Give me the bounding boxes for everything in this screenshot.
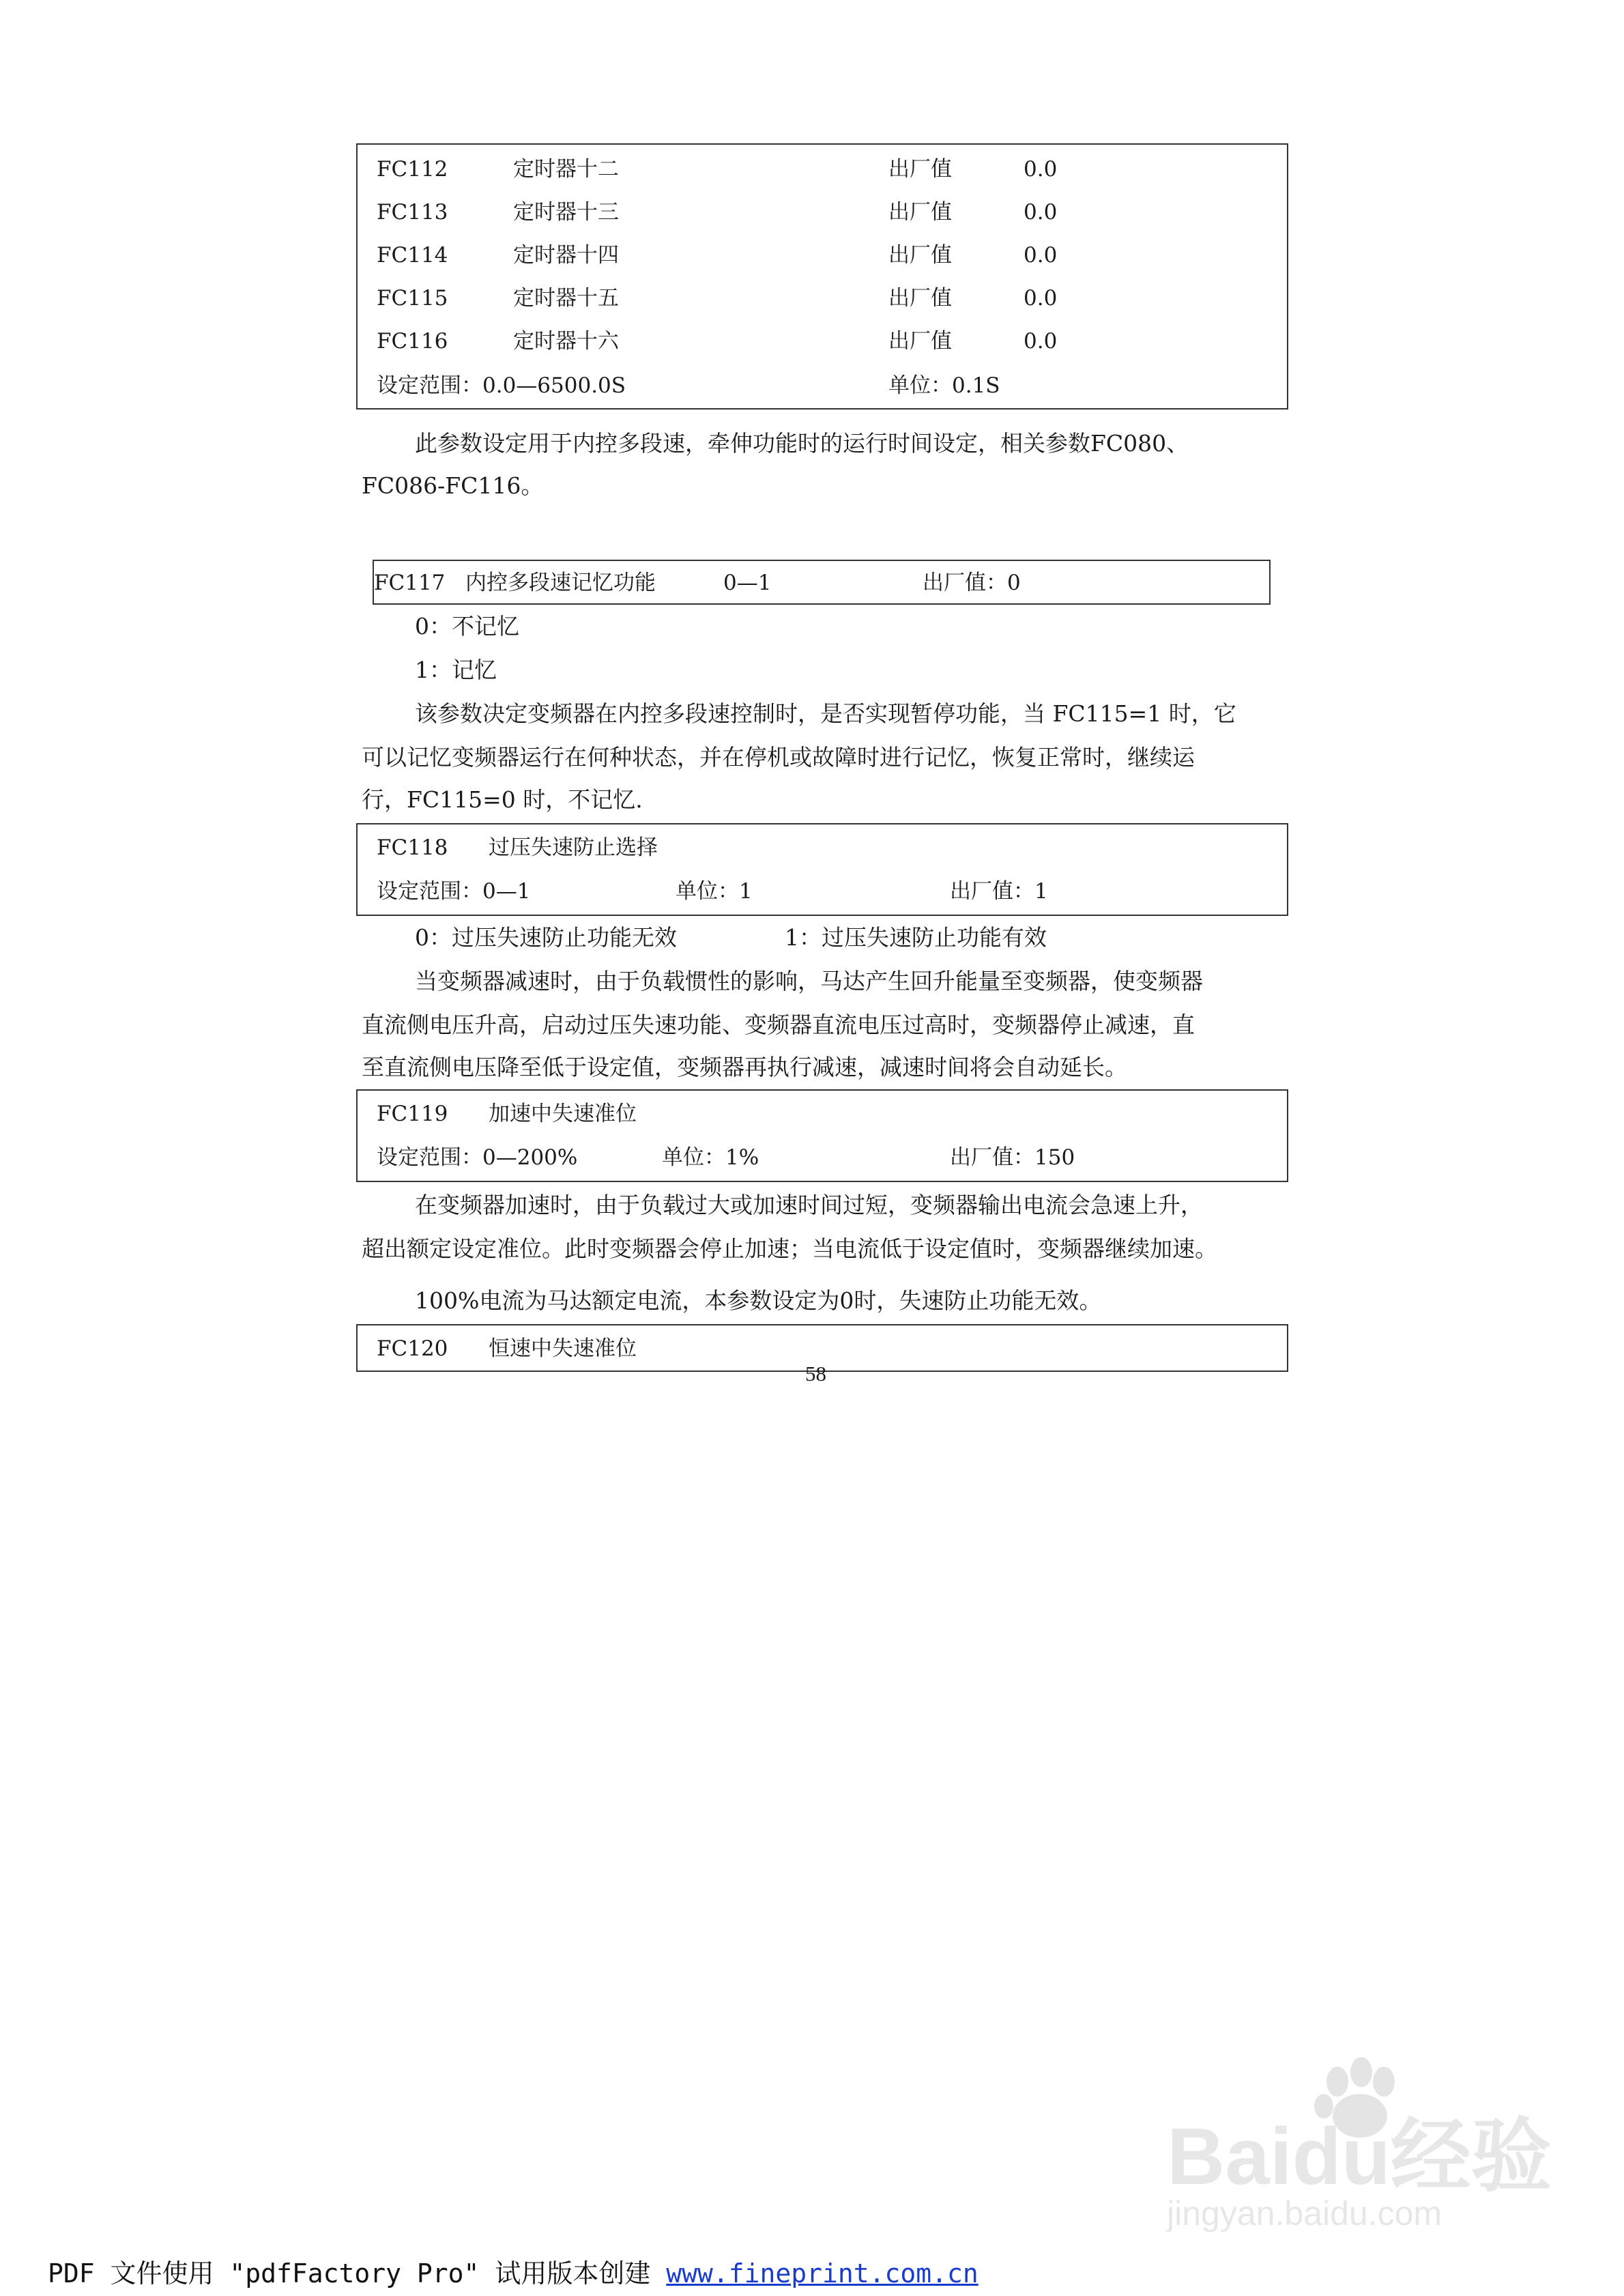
fc118-range: 设定范围：0—1 xyxy=(377,879,531,904)
page-number: 58 xyxy=(805,1362,826,1386)
fc117-option-0: 0：不记忆 xyxy=(415,613,519,640)
baidu-jingyan-watermark xyxy=(1153,2054,1576,2232)
paragraph-line: 超出额定设定准位。此时变频器会停止加速；当电流低于设定值时，变频器继续加速。 xyxy=(362,1235,1217,1262)
fc118-option-1: 1：过压失速防止功能有效 xyxy=(785,924,1047,951)
table-row-code: FC115 xyxy=(377,286,448,311)
fc117-range: 0—1 xyxy=(723,571,772,595)
fc119-default: 出厂值：150 xyxy=(950,1145,1075,1170)
fc117-default: 出厂值：0 xyxy=(923,571,1021,595)
paragraph-line: 当变频器减速时，由于负载惯性的影响，马达产生回升能量至变频器，使变频器 xyxy=(415,968,1203,994)
fc118-option-0: 0：过压失速防止功能无效 xyxy=(415,924,677,951)
table-row-name: 定时器十三 xyxy=(513,200,619,225)
table-row-default-value: 0.0 xyxy=(1024,200,1058,225)
fc118-name: 过压失速防止选择 xyxy=(489,835,658,860)
table-row-default-value: 0.0 xyxy=(1024,286,1058,311)
paragraph-line: 100%电流为马达额定电流，本参数设定为0时，失速防止功能无效。 xyxy=(415,1287,1102,1314)
watermark-url: jingyan.baidu.com xyxy=(1167,2194,1442,2232)
fc118-default: 出厂值：1 xyxy=(950,879,1048,904)
table-row-name: 定时器十二 xyxy=(513,157,619,182)
fc119-range: 设定范围：0—200% xyxy=(377,1145,578,1170)
paragraph-line: 该参数决定变频器在内控多段速控制时，是否实现暂停功能，当 FC115=1 时，它 xyxy=(415,700,1236,727)
paragraph-line: 此参数设定用于内控多段速，牵伸功能时的运行时间设定，相关参数FC080、 xyxy=(415,430,1189,457)
table-row-default-value: 0.0 xyxy=(1024,157,1058,182)
table-row-default-label: 出厂值 xyxy=(888,200,952,225)
paragraph-line: FC086-FC116。 xyxy=(362,472,544,499)
table-row-code: FC112 xyxy=(377,157,448,182)
fc119-name: 加速中失速准位 xyxy=(489,1102,637,1126)
fc120-code: FC120 xyxy=(377,1336,448,1361)
fc119-code: FC119 xyxy=(377,1102,448,1126)
paragraph-line: 行，FC115=0 时，不记忆. xyxy=(362,786,643,813)
paragraph-line: 至直流侧电压降至低于设定值，变频器再执行减速，减速时间将会自动延长。 xyxy=(362,1054,1127,1080)
table-row-code: FC114 xyxy=(377,243,448,268)
table-row-name: 定时器十六 xyxy=(513,329,619,354)
table-row-default-label: 出厂值 xyxy=(888,286,952,311)
fc117-option-1: 1：记忆 xyxy=(415,657,497,683)
table-row-default-label: 出厂值 xyxy=(888,329,952,354)
table-row-code: FC113 xyxy=(377,200,448,225)
table-row-name: 定时器十五 xyxy=(513,286,619,311)
table-row-default-value: 0.0 xyxy=(1024,243,1058,268)
table-row-default-value: 0.0 xyxy=(1024,329,1058,354)
paw-logo-icon xyxy=(1153,2054,1576,2232)
paragraph-line: 直流侧电压升高，启动过压失速功能、变频器直流电压过高时，变频器停止减速，直 xyxy=(362,1011,1195,1038)
table-unit: 单位：0.1S xyxy=(888,373,1000,398)
fc120-name: 恒速中失速准位 xyxy=(489,1336,637,1361)
table-row-name: 定时器十四 xyxy=(513,243,619,268)
footer-text: PDF 文件使用 "pdfFactory Pro" 试用版本创建 xyxy=(48,2258,667,2288)
table-row-default-label: 出厂值 xyxy=(888,157,952,182)
table-row-code: FC116 xyxy=(377,329,448,354)
paragraph-line: 在变频器加速时，由于负载过大或加速时间过短，变频器输出电流会急速上升， xyxy=(415,1192,1203,1218)
fc117-name: 内控多段速记忆功能 xyxy=(465,571,656,595)
pdf-footer xyxy=(48,2252,978,2290)
timer-parameter-table xyxy=(356,143,1288,410)
watermark-brand: Baidu经验 xyxy=(1167,2112,1552,2202)
footer-link[interactable]: www.fineprint.com.cn xyxy=(666,2258,978,2288)
fc118-unit: 单位：1 xyxy=(676,879,753,904)
fc118-code: FC118 xyxy=(377,835,448,860)
paragraph-line: 可以记忆变频器运行在何种状态，并在停机或故障时进行记忆，恢复正常时，继续运 xyxy=(362,744,1195,771)
table-row-default-label: 出厂值 xyxy=(888,243,952,268)
fc119-unit: 单位：1% xyxy=(662,1145,759,1170)
table-range: 设定范围：0.0—6500.0S xyxy=(377,373,626,398)
fc117-code: FC117 xyxy=(374,571,446,595)
